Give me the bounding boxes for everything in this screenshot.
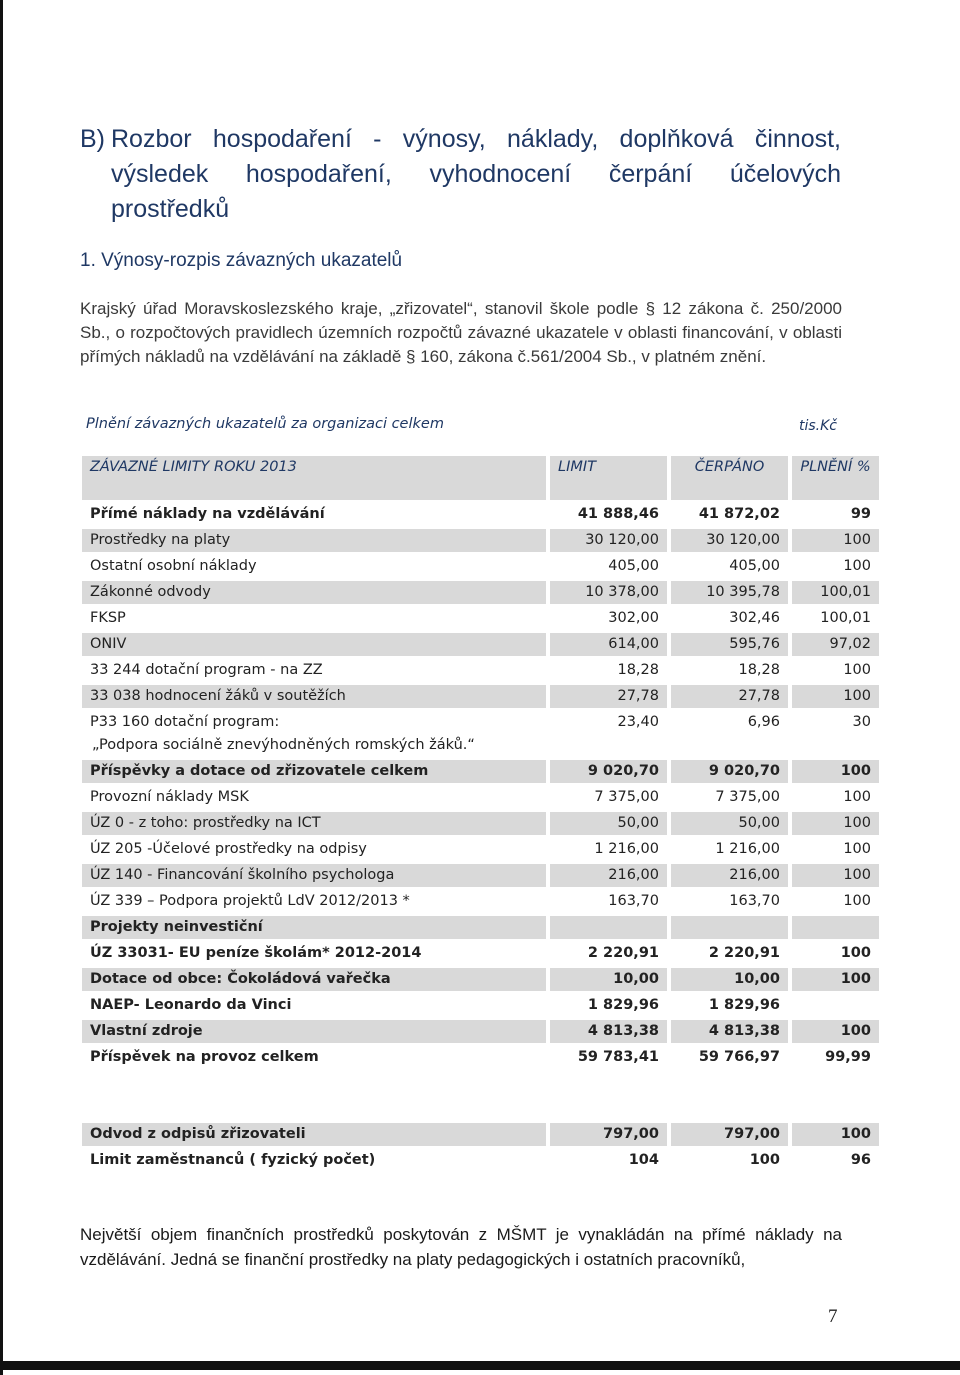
row-cerpano [667,916,788,939]
row-cerpano: 797,00 [667,1123,788,1146]
table-header-row [82,456,879,500]
row-plneni: 96 [788,1149,879,1172]
row-limit: 30 120,00 [546,529,667,552]
row-limit: 7 375,00 [546,786,667,809]
row-plneni: 100 [788,1020,879,1043]
row-plneni: 99,99 [788,1046,879,1069]
table-row [82,1123,879,1146]
section-letter: B) [80,125,105,153]
row-label: ONIV [82,633,546,656]
row-cerpano: 100 [667,1149,788,1172]
row-cerpano: 4 813,38 [667,1020,788,1043]
table-caption: Plnění závazných ukazatelů za organizaci celkem [86,416,444,432]
row-label: 33 244 dotační program - na ZZ [90,662,323,678]
closing-paragraph: Největší objem finančních prostředků poskytován z MŠMT je vynakládán na přímé náklady na vzdělávání. Jedná se finanční prostředky na platy pedagogických i ostatních pracovníků, [80,1225,842,1269]
header-limit: LIMIT [546,456,667,500]
row-cerpano: 7 375,00 [667,786,788,809]
header-plneni: PLNĚNÍ % [788,456,879,500]
row-label: Ostatní osobní náklady [90,558,257,574]
row-limit: 10 378,00 [546,581,667,604]
row-label: Prostředky na platy [82,529,546,552]
unit-label: tis.Kč [799,418,838,434]
row-plneni: 100 [788,890,879,913]
row-label: Dotace od obce: Čokoládová vařečka [82,968,546,991]
row-limit: 10,00 [546,968,667,991]
row-plneni: 100 [788,812,879,835]
row-cerpano: 59 766,97 [667,1046,788,1069]
row-limit: 614,00 [546,633,667,656]
row-cerpano: 10,00 [667,968,788,991]
row-cerpano: 405,00 [667,555,788,578]
row-plneni: 100,01 [788,581,879,604]
table-row [82,633,879,656]
row-plneni: 100 [788,942,879,965]
table-row [82,659,879,682]
staff-table [82,1120,879,1175]
row-plneni: 100 [788,760,879,783]
row-plneni: 100 [788,968,879,991]
row-cerpano: 30 120,00 [667,529,788,552]
row-limit: 405,00 [546,555,667,578]
intro-paragraph: Krajský úřad Moravskoslezského kraje, „zřizovatel“, stanovil škole podle § 12 zákona č. 250/2000 Sb., o rozpočtových pravidlech územních rozpočtů závazné ukazatele v oblasti financování, v oblasti přímých nákladů na vzdělávání na základě § 160, zákona č.561/2004 Sb., v platném znění. [80,299,842,366]
table-row [82,685,879,708]
table-row [82,1149,879,1172]
row-cerpano: 50,00 [667,812,788,835]
table-row [82,607,879,630]
row-limit: 163,70 [546,890,667,913]
row-limit: 4 813,38 [546,1020,667,1043]
row-plneni: 100 [788,1123,879,1146]
row-label: ÚZ 33031- EU peníze školám* 2012-2014 [90,945,422,961]
row-label: ÚZ 205 -Účelové prostředky na odpisy [90,841,367,857]
table-row [82,916,879,939]
table-row [82,503,879,526]
row-cerpano: 2 220,91 [667,942,788,965]
row-label: Odvod z odpisů zřizovateli [82,1123,546,1146]
row-label: Přímé náklady na vzdělávání [90,506,325,522]
table-row [82,968,879,991]
row-label: Vlastní zdroje [82,1020,546,1043]
row-limit: 1 829,96 [546,994,667,1017]
row-plneni [788,994,879,1017]
table-row [82,786,879,809]
row-plneni: 30 [788,711,879,757]
row-limit: 23,40 [546,711,667,757]
row-label: ÚZ 339 – Podpora projektů LdV 2012/2013 * [90,893,410,909]
subsection-heading: 1. Výnosy-rozpis závazných ukazatelů [80,250,403,271]
row-label-line1: P33 160 dotační program: [90,714,280,730]
page-border-bottom [0,1361,960,1370]
table-row [82,555,879,578]
row-limit: 104 [546,1149,667,1172]
row-limit: 27,78 [546,685,667,708]
table-row [82,760,879,783]
row-plneni: 100 [788,555,879,578]
row-limit: 302,00 [546,607,667,630]
row-label-line2: „Podpora sociálně znevýhodněných romských žáků.“ [92,737,475,753]
table-row [82,812,879,835]
row-plneni [788,916,879,939]
row-label: Limit zaměstnanců ( fyzický počet) [90,1152,376,1168]
row-label: Příspěvky a dotace od zřizovatele celkem [82,760,546,783]
row-limit: 797,00 [546,1123,667,1146]
row-limit: 50,00 [546,812,667,835]
table-row [82,994,879,1017]
row-cerpano: 41 872,02 [667,503,788,526]
row-plneni: 100 [788,685,879,708]
row-cerpano: 6,96 [667,711,788,757]
limits-table [82,453,879,1072]
row-plneni: 100 [788,864,879,887]
row-label: NAEP- Leonardo da Vinci [90,997,292,1013]
page-border-left [0,0,3,1375]
row-label: ÚZ 0 - z toho: prostředky na ICT [82,812,546,835]
row-label: Projekty neinvestiční [82,916,546,939]
row-plneni: 100 [788,659,879,682]
row-limit: 41 888,46 [546,503,667,526]
row-limit: 18,28 [546,659,667,682]
row-cerpano: 1 216,00 [667,838,788,861]
row-limit: 2 220,91 [546,942,667,965]
row-cerpano: 9 020,70 [667,760,788,783]
row-limit: 9 020,70 [546,760,667,783]
table-row [82,890,879,913]
row-plneni: 100,01 [788,607,879,630]
row-cerpano: 18,28 [667,659,788,682]
row-limit: 216,00 [546,864,667,887]
row-label: FKSP [90,610,126,626]
row-label: Provozní náklady MSK [90,789,249,805]
row-cerpano: 302,46 [667,607,788,630]
table-row [82,1020,879,1043]
row-label: ÚZ 140 - Financování školního psychologa [82,864,546,887]
row-plneni: 100 [788,529,879,552]
row-limit: 1 216,00 [546,838,667,861]
row-cerpano: 27,78 [667,685,788,708]
row-plneni: 100 [788,786,879,809]
row-cerpano: 10 395,78 [667,581,788,604]
table-row [82,581,879,604]
row-label: 33 038 hodnocení žáků v soutěžích [82,685,546,708]
table-row [82,1046,879,1069]
table-row [82,529,879,552]
row-cerpano: 163,70 [667,890,788,913]
table-row [82,711,879,757]
section-title: Rozbor hospodaření - výnosy, náklady, doplňková činnost, výsledek hospodaření, vyhodnocení čerpání účelových prostředků [111,125,841,223]
row-cerpano: 216,00 [667,864,788,887]
row-limit: 59 783,41 [546,1046,667,1069]
row-cerpano: 595,76 [667,633,788,656]
header-limits-year: ZÁVAZNÉ LIMITY ROKU 2013 [82,456,546,500]
table-row [82,838,879,861]
header-cerpano: ČERPÁNO [667,456,788,500]
table-row [82,942,879,965]
row-plneni: 97,02 [788,633,879,656]
page-number: 7 [828,1306,838,1327]
row-label: Příspěvek na provoz celkem [90,1049,319,1065]
table-row [82,864,879,887]
row-plneni: 99 [788,503,879,526]
row-cerpano: 1 829,96 [667,994,788,1017]
row-limit [546,916,667,939]
row-label [82,711,546,757]
row-label: Zákonné odvody [82,581,546,604]
row-plneni: 100 [788,838,879,861]
